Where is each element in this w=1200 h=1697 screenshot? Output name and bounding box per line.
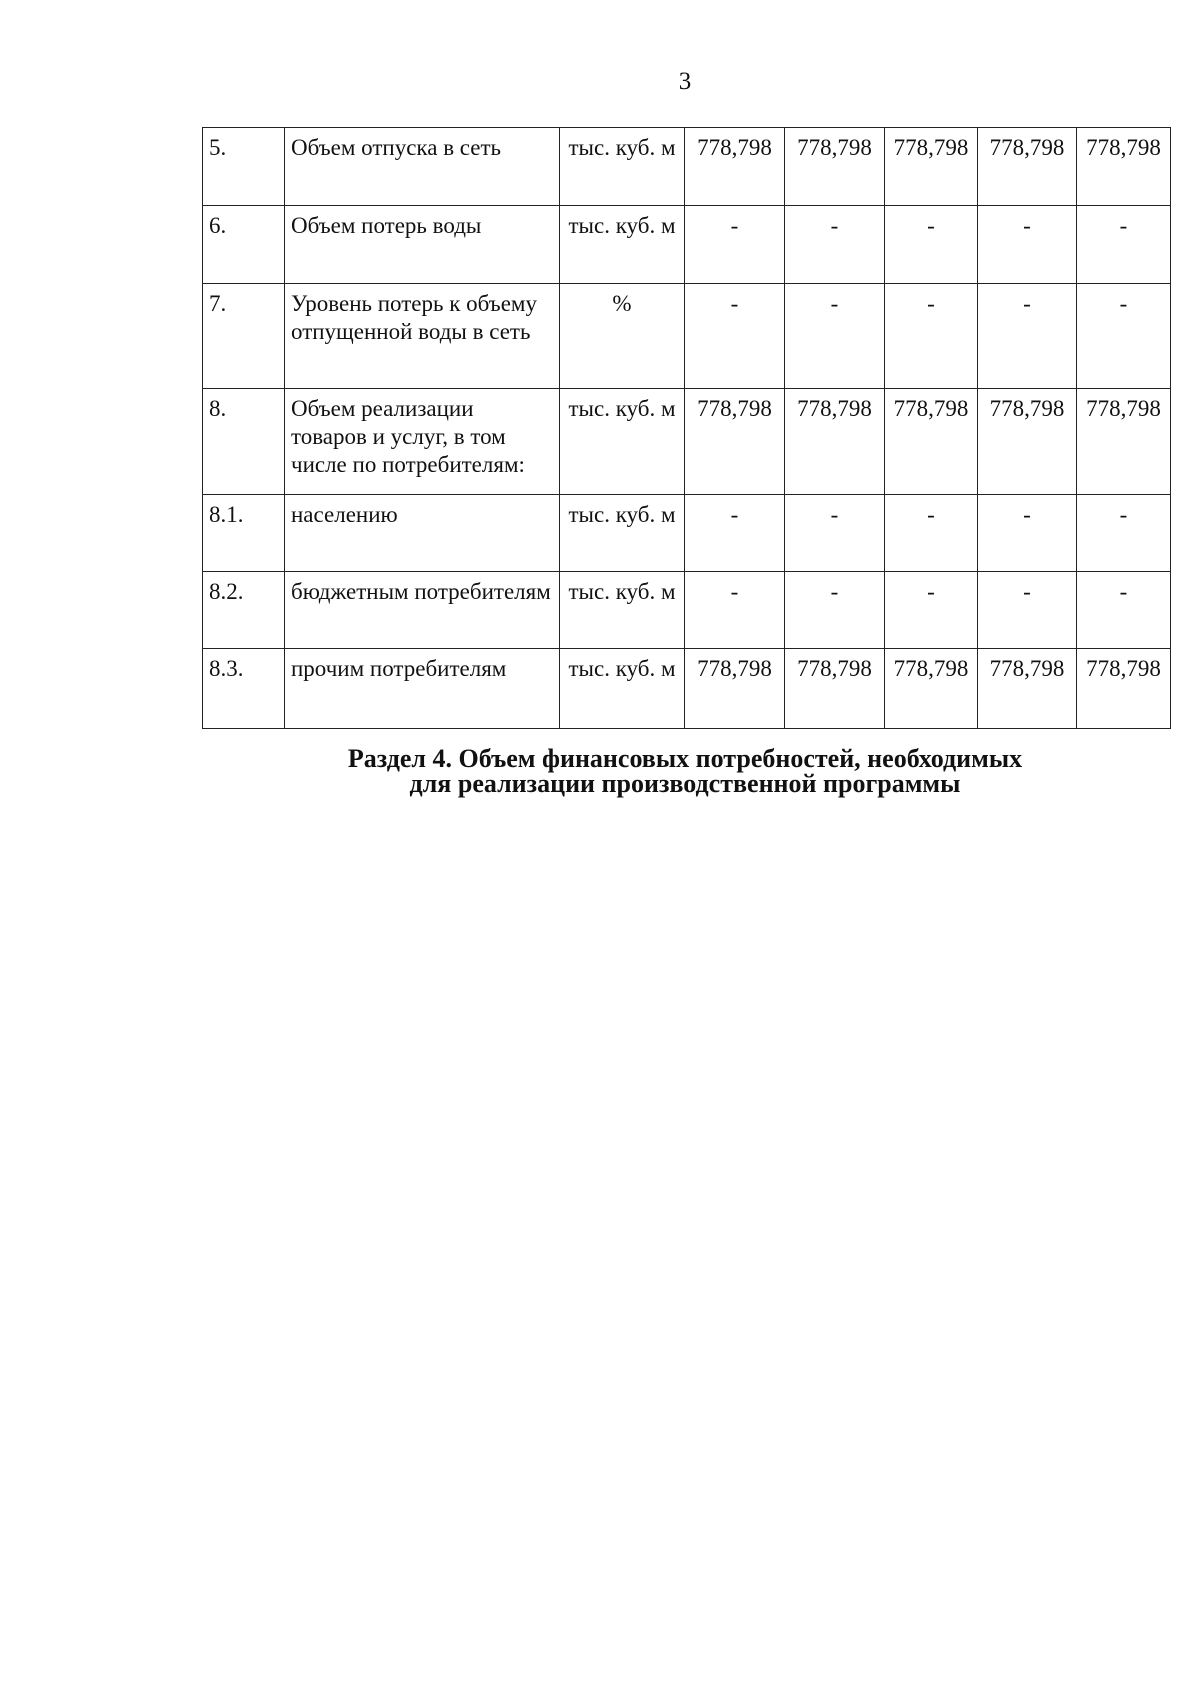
- value-cell: 778,798: [1077, 649, 1171, 729]
- value-cell: -: [885, 572, 978, 649]
- page-number: 3: [678, 68, 692, 95]
- value-cell: 778,798: [885, 128, 978, 206]
- unit-cell: тыс. куб. м: [560, 495, 685, 572]
- section-title-line-1: Раздел 4. Объем финансовых потребностей, необходимых: [347, 744, 1023, 773]
- row-number: 8.1.: [203, 495, 285, 572]
- value-cell: -: [978, 284, 1077, 389]
- unit-cell: %: [560, 284, 685, 389]
- value-cell: -: [885, 284, 978, 389]
- value-cell: -: [685, 572, 785, 649]
- value-cell: 778,798: [1077, 389, 1171, 495]
- value-cell: -: [1077, 572, 1171, 649]
- value-cell: 778,798: [685, 128, 785, 206]
- row-number: 7.: [203, 284, 285, 389]
- value-cell: -: [785, 206, 885, 284]
- value-cell: -: [978, 495, 1077, 572]
- value-cell: 778,798: [885, 389, 978, 495]
- value-cell: -: [1077, 284, 1171, 389]
- value-cell: 778,798: [785, 649, 885, 729]
- indicator-name: Объем потерь воды: [285, 206, 560, 284]
- unit-cell: тыс. куб. м: [560, 389, 685, 495]
- value-cell: -: [978, 206, 1077, 284]
- value-cell: -: [785, 572, 885, 649]
- table-row: [203, 389, 1171, 495]
- value-cell: -: [685, 495, 785, 572]
- section-heading: [0, 746, 1200, 796]
- value-cell: -: [885, 206, 978, 284]
- value-cell: 778,798: [978, 649, 1077, 729]
- table-row: [203, 128, 1171, 206]
- value-cell: 778,798: [978, 128, 1077, 206]
- table-row: [203, 572, 1171, 649]
- row-number: 8.3.: [203, 649, 285, 729]
- table-row: [203, 206, 1171, 284]
- indicator-name: прочим потребителям: [285, 649, 560, 729]
- row-number: 8.: [203, 389, 285, 495]
- row-number: 8.2.: [203, 572, 285, 649]
- value-cell: -: [1077, 495, 1171, 572]
- indicator-name: Объем отпуска в сеть: [285, 128, 560, 206]
- value-cell: 778,798: [885, 649, 978, 729]
- value-cell: 778,798: [785, 128, 885, 206]
- value-cell: -: [1077, 206, 1171, 284]
- value-cell: -: [978, 572, 1077, 649]
- unit-cell: тыс. куб. м: [560, 649, 685, 729]
- unit-cell: тыс. куб. м: [560, 572, 685, 649]
- unit-cell: тыс. куб. м: [560, 206, 685, 284]
- section-title-line-2: для реализации производственной программы: [409, 769, 961, 798]
- value-cell: 778,798: [685, 389, 785, 495]
- production-indicators-table: [202, 127, 1171, 729]
- value-cell: -: [785, 284, 885, 389]
- value-cell: -: [685, 206, 785, 284]
- indicator-name: бюджетным потребителям: [285, 572, 560, 649]
- value-cell: 778,798: [1077, 128, 1171, 206]
- value-cell: -: [785, 495, 885, 572]
- indicator-name: Объем реализации товаров и услуг, в том числе по потребителям:: [285, 389, 560, 495]
- indicator-name: Уровень потерь к объему отпущенной воды в сеть: [285, 284, 560, 389]
- value-cell: -: [885, 495, 978, 572]
- value-cell: -: [685, 284, 785, 389]
- value-cell: 778,798: [978, 389, 1077, 495]
- value-cell: 778,798: [685, 649, 785, 729]
- value-cell: 778,798: [785, 389, 885, 495]
- row-number: 5.: [203, 128, 285, 206]
- unit-cell: тыс. куб. м: [560, 128, 685, 206]
- row-number: 6.: [203, 206, 285, 284]
- table-row: [203, 649, 1171, 729]
- indicator-name: населению: [285, 495, 560, 572]
- table-row: [203, 284, 1171, 389]
- table-row: [203, 495, 1171, 572]
